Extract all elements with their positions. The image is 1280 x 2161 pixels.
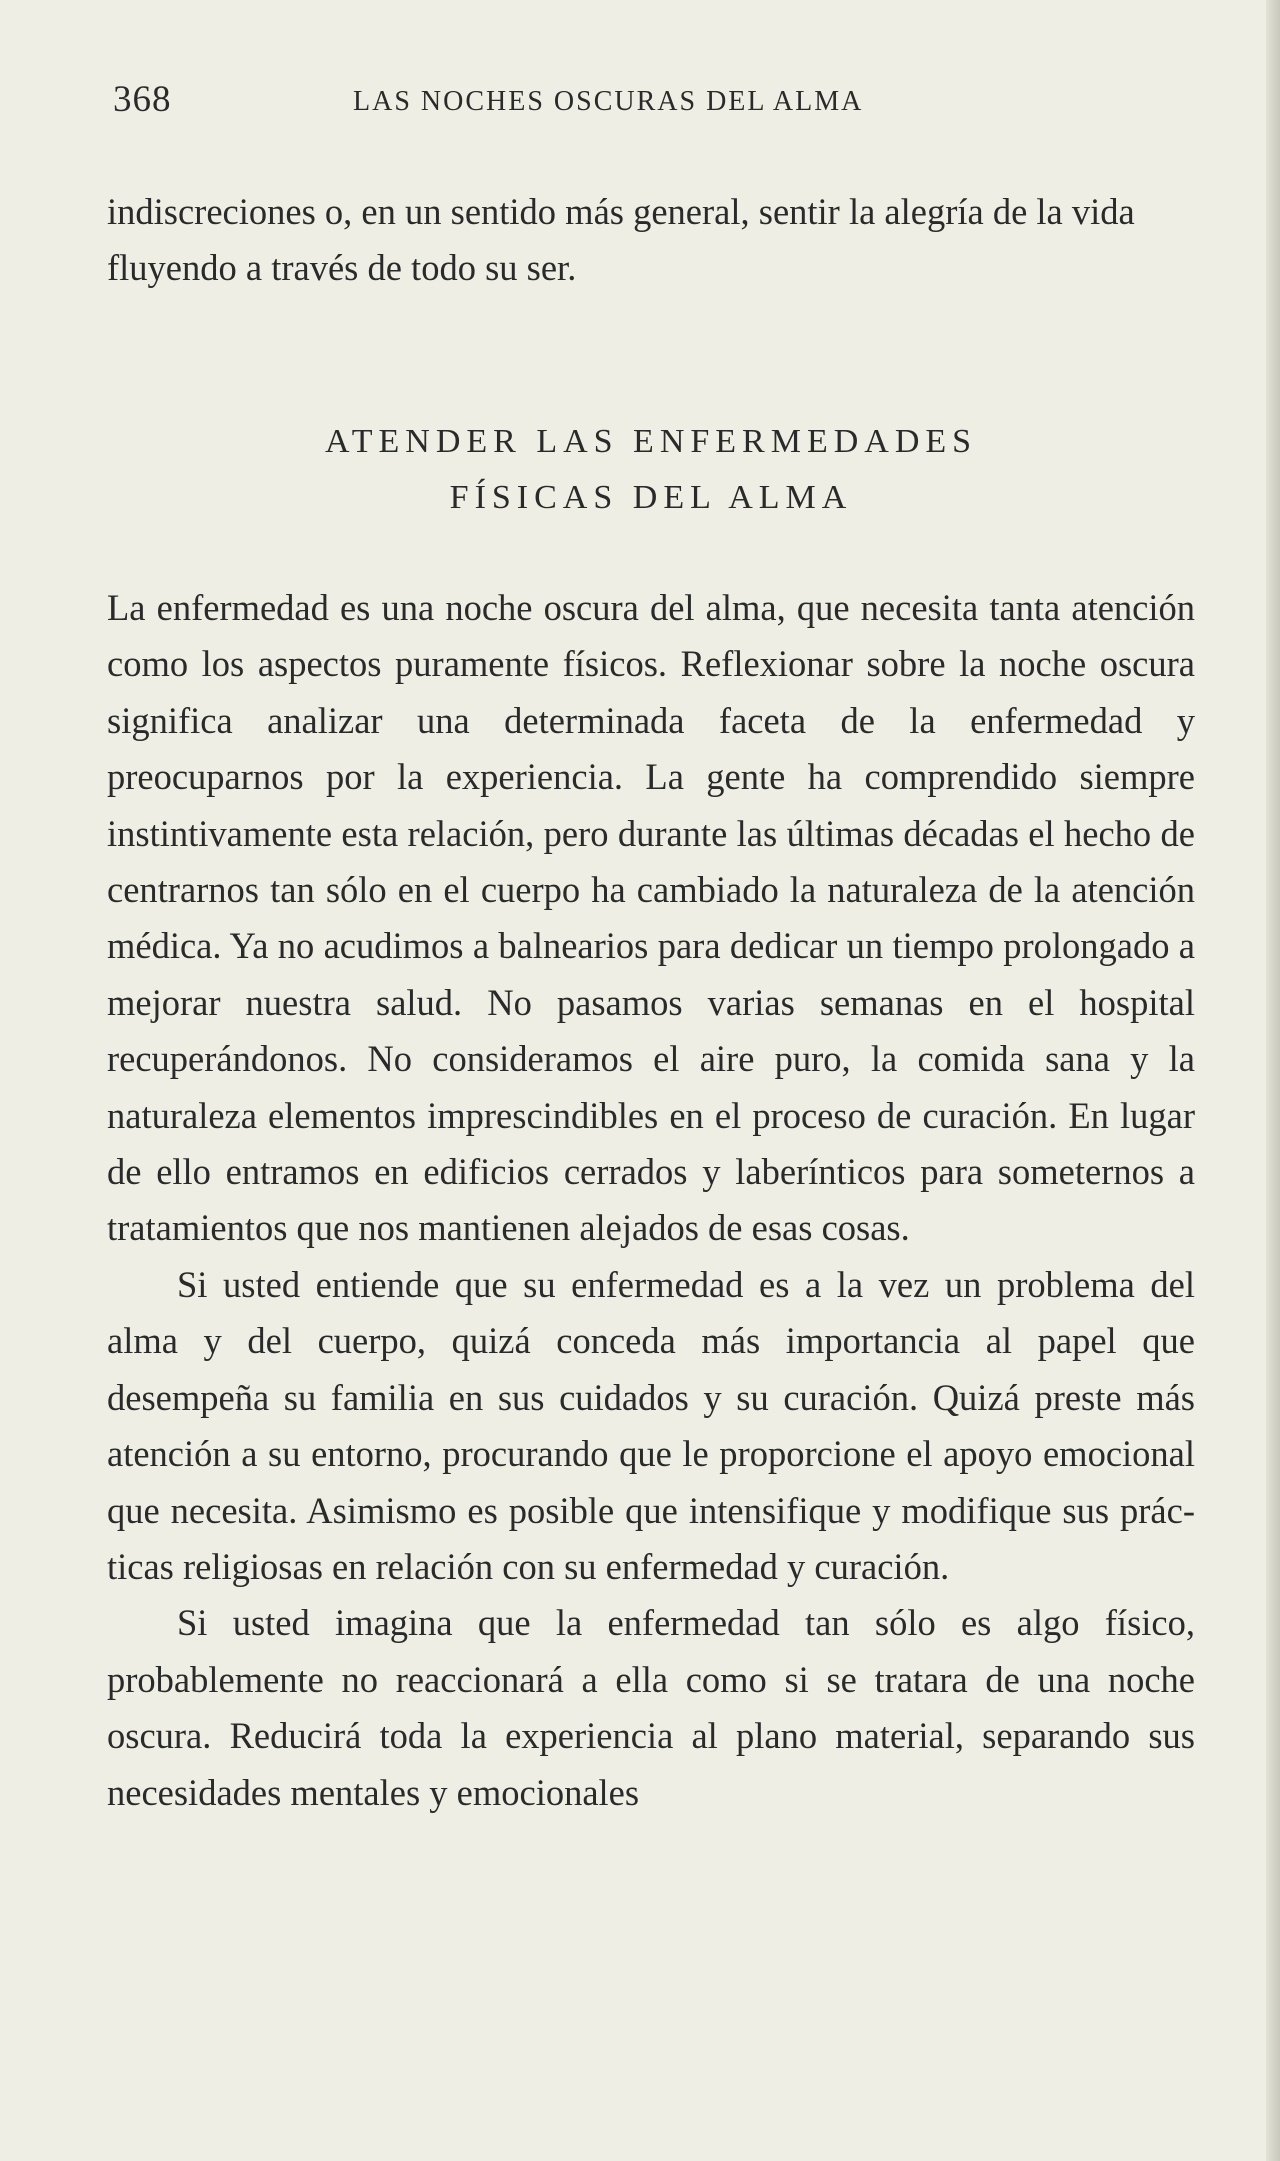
- running-head: [113, 78, 1173, 128]
- page-edge-shadow: [1266, 0, 1280, 2161]
- section-heading-line-1: ATENDER LAS ENFERMEDADES: [324, 423, 978, 460]
- paragraph-3: Si usted imagina que la enfermedad tan sólo es algo físico, probablemente no reaccionará a ella como si se tratara de una noche oscura. Reducirá toda la experiencia al plano material, separando sus necesidades mentales y emocionales: [107, 1602, 1195, 1813]
- paragraph-2: Si usted entiende que su enfermedad es a la vez un problema del alma y del cuerpo, quizá conceda más importancia al papel que desempeña su familia en sus cuidados y su curación. Quizá preste más atención a su entorno, procurando que le proporcione el apoyo emocional que necesita. Asimismo es posible que intensifique y modifique sus prácticas religiosas en relación con su enfermedad y curación.: [107, 1263, 1195, 1587]
- section-heading: [107, 414, 1195, 526]
- section-heading-line-2: FÍSICAS DEL ALMA: [449, 479, 853, 516]
- opening-paragraph: indiscreciones o, en un sentido más general, sentir la alegría de la vida fluyendo a través de todo su ser.: [107, 191, 1135, 289]
- running-title: LAS NOCHES OSCURAS DEL ALMA: [353, 86, 864, 117]
- paragraph-1: La enfermedad es una noche oscura del alma, que necesita tanta atención como los aspectos puramente físicos. Reflexionar sobre la noche oscura significa analizar una determinada faceta de la enfermedad y preocuparnos por la experiencia. La gente ha comprendido siempre instintivamente esta relación, pero durante las últimas décadas el hecho de centrarnos tan sólo en el cuerpo ha cambiado la naturaleza de la atención médica. Ya no acudimos a balnearios para dedicar un tiempo prolongado a mejorar nuestra salud. No pasamos varias semanas en el hospital recuperándonos. No consideramos el aire puro, la comida sana y la naturaleza elementos imprescindibles en el proceso de curación. En lugar de ello entramos en edificios cerrados y laberínticos para someternos a tratamientos que nos mantienen alejados de esas cosas.: [107, 587, 1195, 1249]
- body-text: [107, 580, 1195, 1821]
- page-number: 368: [113, 79, 172, 120]
- opening-paragraph-block: [107, 184, 1195, 297]
